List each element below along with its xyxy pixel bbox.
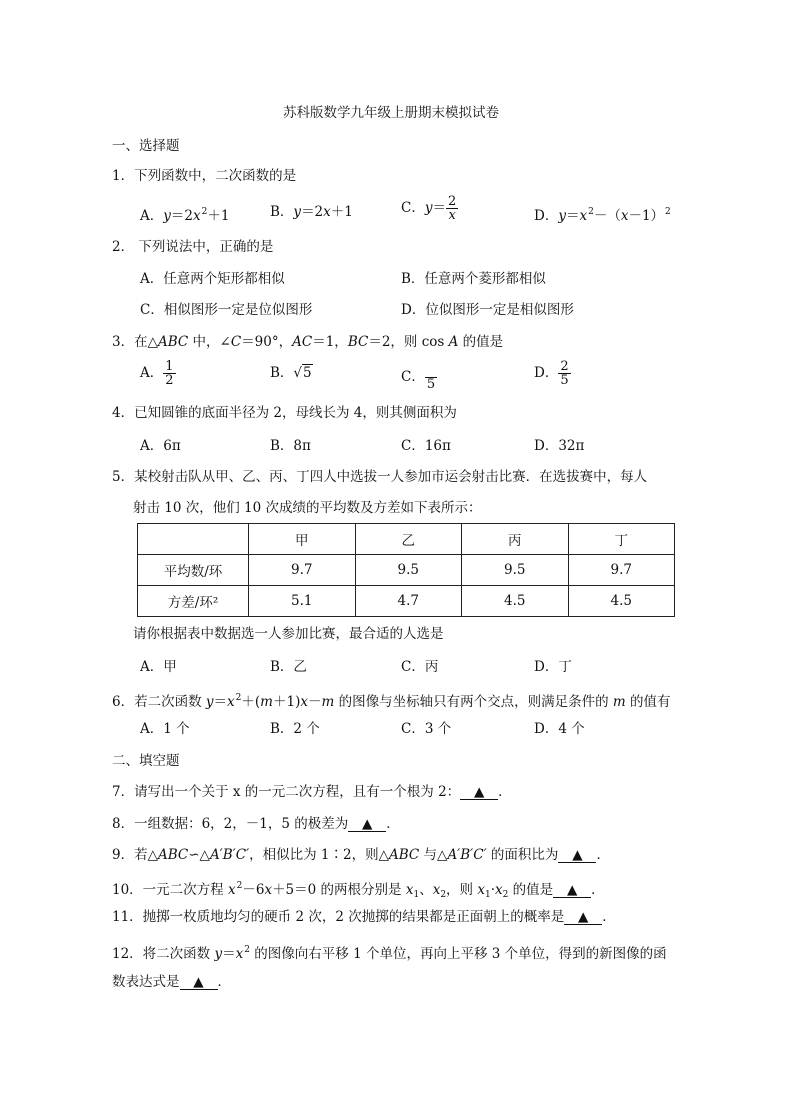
answer-blank: ▲ [558,848,596,863]
q6-option-b: B．2 个 [270,721,320,737]
table-cell: 4.5 [462,586,569,617]
section-heading-choice: 一、选择题 [112,138,180,154]
q4-option-d: D．32π [534,438,585,454]
table-header-cell: 甲 [249,524,356,555]
table-cell: 9.5 [462,555,569,586]
question-1-stem: 1．下列函数中，二次函数的是 [112,168,297,184]
question-4-stem: 4．已知圆锥的底面半径为 2，母线长为 4，则其侧面积为 [112,405,457,421]
q4-option-a: A．6π [140,438,181,454]
q4-option-c: C．16π [401,438,451,454]
q1-option-d: D．$y=x^2-(x-1)^2$ [534,207,671,224]
question-6-stem: 6．若二次函数 $y=x^2+(m+1)x-m$ 的图像与坐标轴只有两个交点，则满足条件的 m 的值有 [112,693,671,710]
table-row [138,555,675,586]
q2-option-c: C．相似图形一定是位似图形 [140,302,313,318]
q5-option-b: B．乙 [270,659,307,675]
q1-option-a: A．$y=2x^2+1$ [140,207,230,224]
q6-option-d: D．4 个 [534,721,585,737]
row-label: 平均数/环 [138,555,249,586]
q6-option-c: C．3 个 [401,721,452,737]
question-2-stem: 2． 下列说法中，正确的是 [112,239,274,255]
q5-option-c: C．丙 [401,659,439,675]
page-title: 苏科版数学九年级上册期末模拟试卷 [283,105,499,121]
question-7: 7．请写出一个关于 x 的一元二次方程，且有一个根为 2： ▲ ． [112,784,512,800]
question-11: 11．抛掷一枚质地均匀的硬币 2 次，2 次抛掷的结果都是正面朝上的概率是 ▲ ． [112,909,616,925]
q3-option-b: B．√5 [270,365,312,381]
q3-option-c: C． 5 [401,369,436,392]
question-5-stem-line1: 5．某校射击队从甲、乙、丙、丁四人中选拔一人参加市运会射击比赛．在选拔赛中，每人 [112,469,648,485]
question-5-stem-line2: 射击 10 次，他们 10 次成绩的平均数及方差如下表所示： [133,500,482,516]
q2-option-b: B．任意两个菱形都相似 [401,271,546,287]
answer-blank: ▲ [180,975,218,990]
answer-blank: ▲ [460,785,498,800]
q1-option-b: B．y＝2x＋1 [270,204,353,220]
q2-option-d: D．位似图形一定是相似图形 [401,302,574,318]
q2-option-a: A．任意两个矩形都相似 [140,271,285,287]
question-3-stem: 3．在△ABC 中，∠C＝90°，AC＝1，BC＝2，则 cos A 的值是 [112,334,504,350]
row-label: 方差/环² [138,586,249,617]
q3-option-a: A． $\frac{1}{2}$ [140,359,174,388]
table-row [138,586,675,617]
table-header-cell: 乙 [355,524,462,555]
table-cell [138,524,249,555]
question-8: 8．一组数据：6，2，－1，5 的极差为 ▲ ． [112,816,400,832]
table-cell: 4.5 [568,586,675,617]
table-cell: 4.7 [355,586,462,617]
table-cell: 9.5 [355,555,462,586]
question-12-line1: 12．将二次函数 $y=x^2$ 的图像向右平移 1 个单位，再向上平移 3 个单位，得到的新图像的函 [112,945,667,962]
answer-blank: ▲ [348,817,386,832]
q1-option-c: C．y＝ $\frac{2}{x}$ [401,194,457,223]
section-heading-fill: 二、填空题 [112,753,180,769]
q4-option-b: B．8π [270,438,311,454]
q6-option-a: A．1 个 [140,721,190,737]
answer-blank: ▲ [553,883,591,898]
question-9: 9．若△ABC∽△A′B′C′，相似比为 1∶2，则△ABC 与△A′B′C′ 的面积比为 ▲ ． [112,847,610,863]
q5-option-a: A．甲 [140,659,177,675]
question-12-line2: 数表达式是 ▲ ． [112,974,231,990]
question-10: 10．一元二次方程 $x^2-6x+5=0$ 的两根分别是 $x_1$、$x_2$，则 $x_1\cdot x_2$ 的值是 ▲ ． [112,881,605,900]
answer-blank: ▲ [564,910,602,925]
table-cell: 9.7 [568,555,675,586]
sqrt-symbol: √5 [293,365,312,381]
scores-table [137,523,675,617]
q5-option-d: D．丁 [534,659,572,675]
table-cell: 5.1 [249,586,356,617]
table-header-cell: 丁 [568,524,675,555]
fraction: $\frac{2}{x}$ [447,194,457,223]
q3-option-d: D． $\frac{2}{5}$ [534,359,569,388]
question-5-prompt: 请你根据表中数据选一人参加比赛，最合适的人选是 [133,626,444,642]
table-header-row [138,524,675,555]
table-cell: 9.7 [249,555,356,586]
table-header-cell: 丙 [462,524,569,555]
